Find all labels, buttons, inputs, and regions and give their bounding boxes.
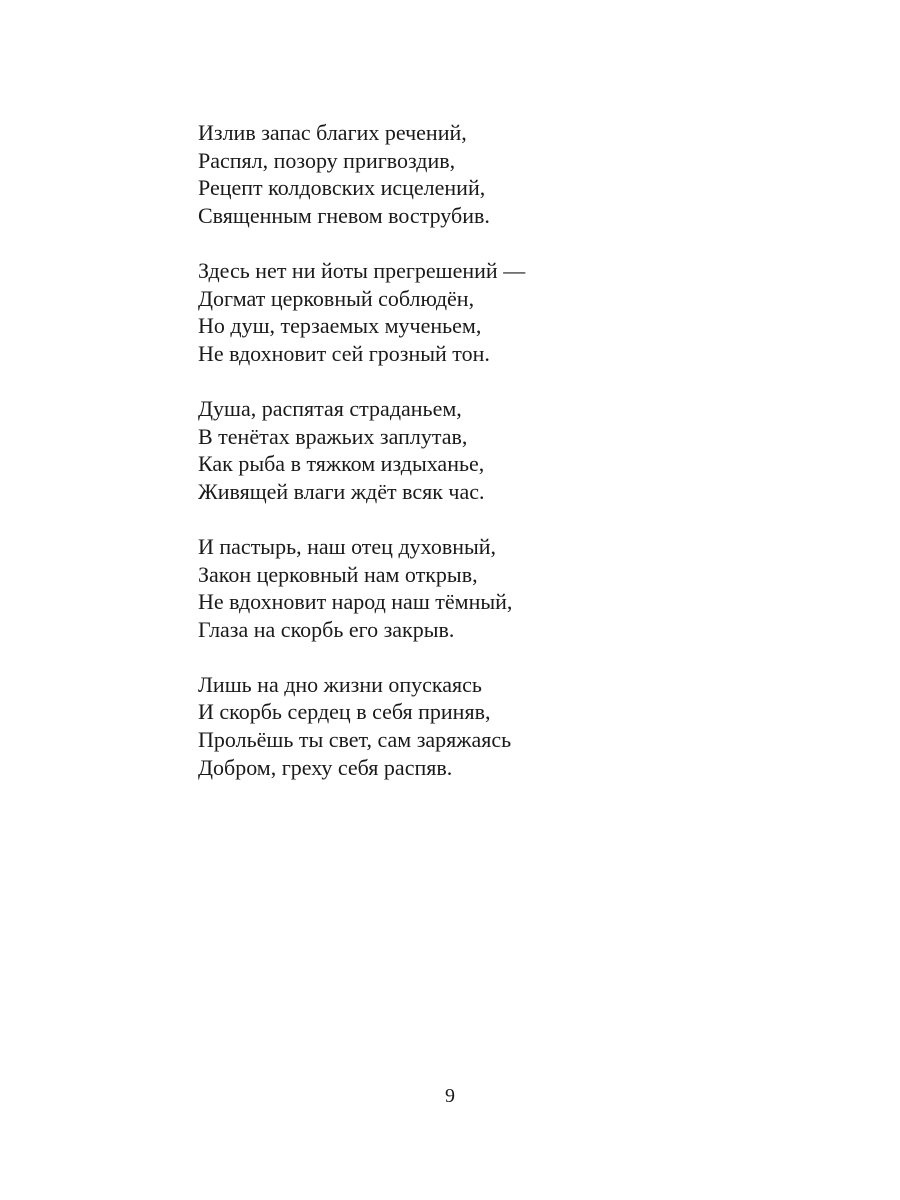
- poem-line: Живящей влаги ждёт всяк час.: [198, 478, 485, 504]
- poem-line: Но душ, терзаемых мученьем,: [198, 313, 482, 339]
- poem-line: Не вдохновит народ наш тёмный,: [198, 589, 513, 615]
- stanza-3: [198, 395, 838, 505]
- poem-line: Не вдохновит сей грозный тон.: [198, 340, 490, 366]
- poem-line: Здесь нет ни йоты прегрешений —: [198, 257, 526, 283]
- poem-line: Рецепт колдовских исцелений,: [198, 175, 486, 201]
- poem-line: В тенётах вражьих заплутав,: [198, 423, 468, 449]
- stanza-2: [198, 257, 838, 367]
- stanza-1: [198, 119, 838, 229]
- poem-line: Закон церковный нам открыв,: [198, 561, 478, 587]
- poem-line: И скорбь сердец в себя приняв,: [198, 699, 491, 725]
- poem-line: Добром, греху себя распяв.: [198, 754, 453, 780]
- poem-line: Глаза на скорбь его закрыв.: [198, 616, 455, 642]
- poem-line: Как рыба в тяжком издыханье,: [198, 451, 485, 477]
- poem-line: Распял, позору пригвоздив,: [198, 147, 456, 173]
- stanza-5: [198, 671, 838, 781]
- stanza-4: [198, 533, 838, 643]
- poem-line: Душа, распятая страданьем,: [198, 395, 462, 421]
- poem-line: Догмат церковный соблюдён,: [198, 285, 475, 311]
- poem-line: Излив запас благих речений,: [198, 120, 467, 145]
- page-number: 9: [445, 1085, 455, 1107]
- poem-text: [198, 119, 838, 809]
- poem-line: Лишь на дно жизни опускаясь: [198, 671, 482, 697]
- poem-line: Священным гневом вострубив.: [198, 202, 490, 228]
- poem-line: И пастырь, наш отец духовный,: [198, 533, 497, 559]
- poem-line: Прольёшь ты свет, сам заряжаясь: [198, 727, 512, 753]
